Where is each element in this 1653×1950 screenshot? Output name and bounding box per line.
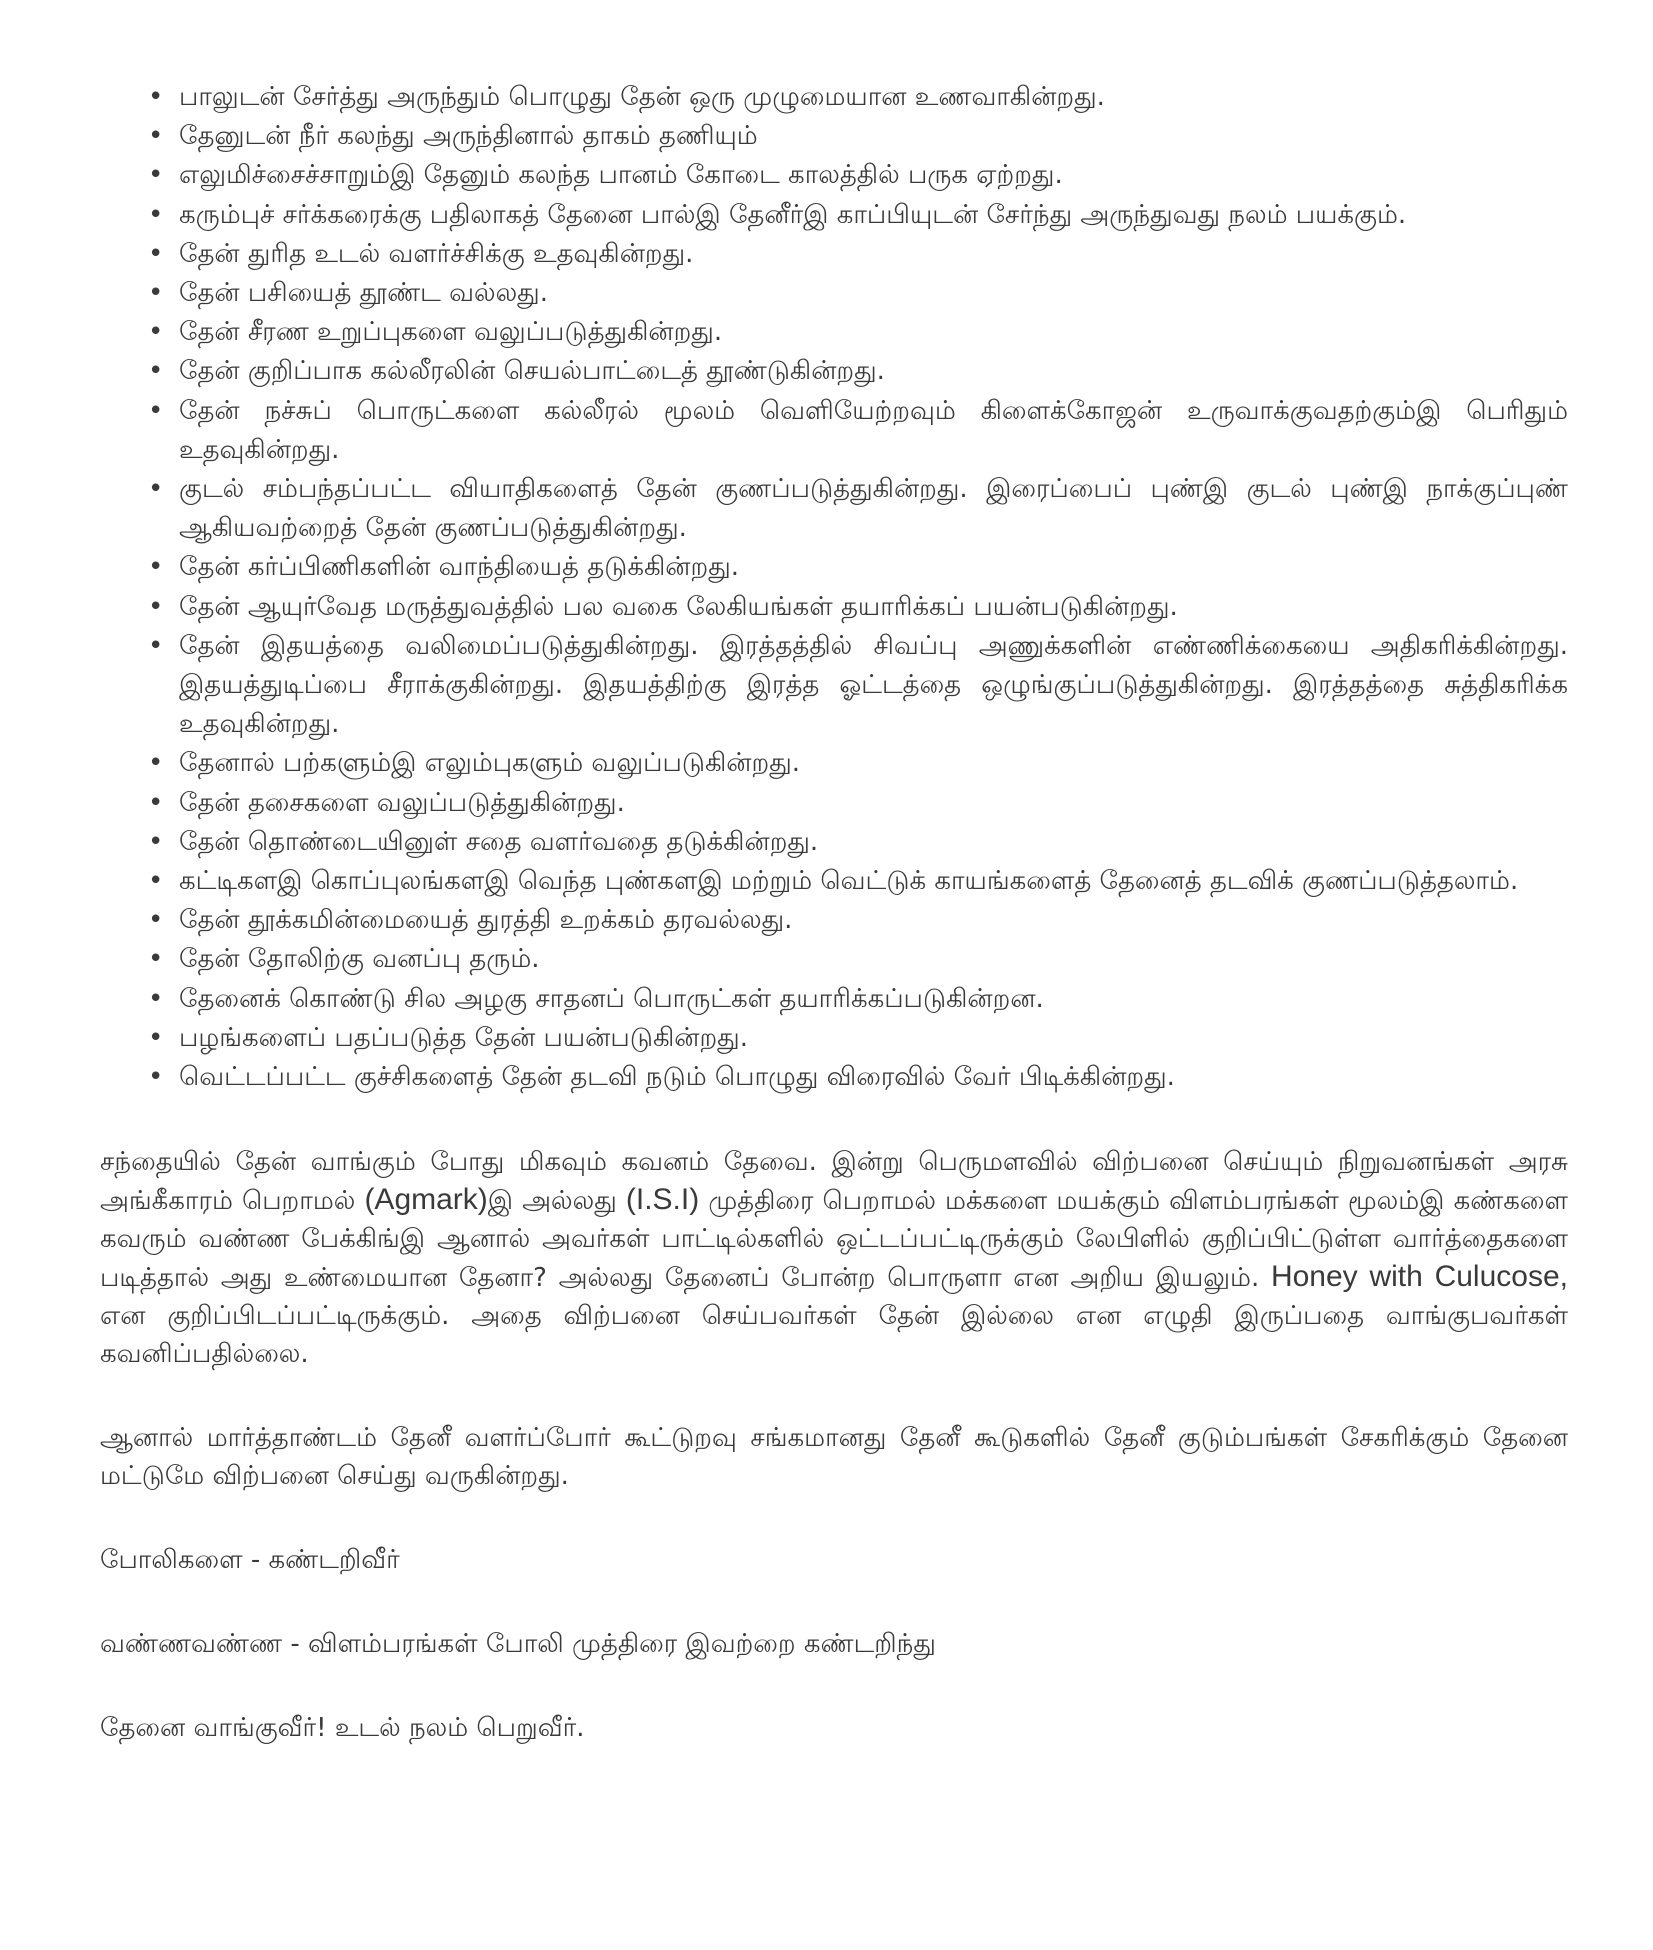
- bullet-icon: •: [148, 238, 164, 269]
- list-item: [100, 392, 1568, 470]
- benefits-list: [100, 78, 1568, 1097]
- list-item-text: வெட்டப்பட்ட குச்சிகளைத் தேன் தடவி நடும் பொழுது விரைவில் வேர் பிடிக்கின்றது.: [179, 1062, 1175, 1093]
- slogan-line: [100, 1709, 1568, 1747]
- list-item-text: தேனைக் கொண்டு சில அழகு சாதனப் பொருட்கள் தயாரிக்கப்படுகின்றன.: [179, 983, 1044, 1014]
- list-item-text: குடல் சம்பந்தப்பட்ட வியாதிகளைத் தேன் குணப்படுத்துகின்றது. இரைப்பைப் புண்இ குடல் புண்இ நாக்குப்புண் ஆகியவற்றைத் தேன் குணப்படுத்துகின்றது.: [179, 474, 1568, 544]
- list-item: [100, 1058, 1568, 1097]
- cooperative-paragraph: [100, 1419, 1568, 1495]
- bullet-icon: •: [148, 552, 164, 583]
- agmark-label: (Agmark): [364, 1183, 488, 1217]
- document-page: [100, 78, 1568, 1747]
- paragraph-text: இ அல்லது: [487, 1186, 626, 1217]
- bullet-icon: •: [148, 748, 164, 779]
- list-item: [100, 156, 1568, 195]
- bullet-icon: •: [148, 199, 164, 230]
- bullet-icon: •: [148, 395, 164, 426]
- slogan-text: தேனை வாங்குவீர்! உடல் நலம் பெறுவீர்.: [100, 1713, 585, 1744]
- bullet-icon: •: [148, 121, 164, 152]
- paragraph-text: முத்திரை பெறாமல் மக்களை மயக்கும் விளம்பரங்கள் மூலம்இ கண்களை கவரும் வண்ண பேக்கிங்இ ஆனால் அவர்கள் பாட்டில்களில் ஒட்டப்பட்டிருக்கும் லேபிளில் குறிப்பிட்டுள்ள வார்த்தைகளை படித்தால் அது உண்மையான தேனா? அல்லது தேனைப் போன்ற பொருளா என அறிய இயலும்.: [100, 1186, 1568, 1294]
- list-item-text: பழங்களைப் பதப்படுத்த தேன் பயன்படுகின்றது.: [179, 1022, 748, 1053]
- bullet-icon: •: [148, 474, 164, 505]
- list-item-text: தேன் கர்ப்பிணிகளின் வாந்தியைத் தடுக்கின்றது.: [179, 552, 740, 583]
- paragraph-text: ஆனால் மார்த்தாண்டம் தேனீ வளர்ப்போர் கூட்டுறவு சங்கமானது தேனீ கூடுகளில் தேனீ குடும்பங்கள் சேகரிக்கும் தேனை மட்டுமே விற்பனை செய்து வருகின்றது.: [100, 1423, 1568, 1492]
- bullet-icon: •: [148, 630, 164, 661]
- list-item-text: தேன் தோலிற்கு வனப்பு தரும்.: [179, 944, 540, 975]
- bullet-icon: •: [148, 356, 164, 387]
- list-item-text: கரும்புச் சர்க்கரைக்கு பதிலாகத் தேனை பால்இ தேனீர்இ காப்பியுடன் சேர்ந்து அருந்துவது நலம் பயக்கும்.: [179, 199, 1407, 230]
- list-item-text: தேனுடன் நீர் கலந்து அருந்தினால் தாகம் தணியும்: [179, 121, 758, 152]
- list-item-text: தேன் தசைகளை வலுப்படுத்துகின்றது.: [179, 787, 625, 818]
- list-item-text: தேன் சீரண உறுப்புகளை வலுப்படுத்துகின்றது.: [179, 317, 723, 348]
- list-item: [100, 744, 1568, 783]
- list-item: [100, 548, 1568, 587]
- bullet-icon: •: [148, 866, 164, 897]
- list-item: [100, 1019, 1568, 1058]
- list-item: [100, 588, 1568, 627]
- list-item: [100, 784, 1568, 823]
- bullet-icon: •: [148, 826, 164, 857]
- isi-label: (I.S.I): [625, 1183, 700, 1217]
- buying-caution-paragraph: [100, 1143, 1568, 1373]
- list-item: [100, 274, 1568, 313]
- list-item-text: தேன் நச்சுப் பொருட்களை கல்லீரல் மூலம் வெளியேற்றவும் கிளைக்கோஜன் உருவாக்குவதற்கும்இ பெரிதும் உதவுகின்றது.: [179, 395, 1568, 465]
- slogan-line: [100, 1625, 1568, 1663]
- list-item: [100, 980, 1568, 1019]
- list-item: [100, 901, 1568, 940]
- bullet-icon: •: [148, 944, 164, 975]
- bullet-icon: •: [148, 1062, 164, 1093]
- bullet-icon: •: [148, 905, 164, 936]
- bullet-icon: •: [148, 1022, 164, 1053]
- list-item-text: தேன் பசியைத் தூண்ட வல்லது.: [179, 278, 548, 309]
- paragraph-text: என குறிப்பிடப்பட்டிருக்கும். அதை விற்பனை செய்பவர்கள் தேன் இல்லை என எழுதி இருப்பதை வாங்குபவர்கள் கவனிப்பதில்லை.: [100, 1301, 1568, 1370]
- slogan-text: போலிகளை - கண்டறிவீர்: [100, 1545, 400, 1576]
- list-item-text: பாலுடன் சேர்த்து அருந்தும் பொழுது தேன் ஒரு முழுமையான உணவாகின்றது.: [179, 82, 1105, 112]
- list-item: [100, 352, 1568, 391]
- list-item: [100, 117, 1568, 156]
- list-item-text: தேன் குறிப்பாக கல்லீரலின் செயல்பாட்டைத் தூண்டுகின்றது.: [179, 356, 885, 387]
- list-item-text: தேனால் பற்களும்இ எலும்புகளும் வலுப்படுகின்றது.: [179, 748, 801, 779]
- list-item-text: தேன் ஆயுர்வேத மருத்துவத்தில் பல வகை லேகியங்கள் தயாரிக்கப் பயன்படுகின்றது.: [179, 591, 1178, 622]
- list-item-text: கட்டிகளஇ கொப்புலங்களஇ வெந்த புண்களஇ மற்றும் வெட்டுக் காயங்களைத் தேனைத் தடவிக் குணப்படுத்தலாம்.: [179, 866, 1519, 897]
- list-item: [100, 78, 1568, 117]
- list-item-text: தேன் தூக்கமின்மையைத் துரத்தி உறக்கம் தரவல்லது.: [179, 905, 793, 936]
- honey-label: Honey with Culucose,: [1270, 1260, 1568, 1294]
- paragraph-text: சந்தையில் தேன் வாங்கும் போது மிகவும் கவனம் தேவை. இன்று பெருமளவில் விற்பனை செய்யும் நிறுவனங்கள் அரசு அங்கீகாரம் பெறாமல்: [100, 1147, 1568, 1217]
- bullet-icon: •: [148, 317, 164, 348]
- list-item: [100, 470, 1568, 548]
- bullet-icon: •: [148, 278, 164, 309]
- list-item-text: தேன் தொண்டையினுள் சதை வளர்வதை தடுக்கின்றது.: [179, 826, 819, 857]
- list-item: [100, 627, 1568, 745]
- list-item-text: எலுமிச்சைச்சாறும்இ தேனும் கலந்த பானம் கோடை காலத்தில் பருக ஏற்றது.: [179, 160, 1063, 191]
- list-item: [100, 235, 1568, 274]
- bullet-icon: •: [148, 160, 164, 191]
- list-item-text: தேன் துரித உடல் வளர்ச்சிக்கு உதவுகின்றது.: [179, 238, 694, 269]
- list-item: [100, 823, 1568, 862]
- slogan-text: வண்ணவண்ண - விளம்பரங்கள் போலி முத்திரை இவற்றை கண்டறிந்து: [100, 1629, 936, 1660]
- bullet-icon: •: [148, 787, 164, 818]
- bullet-icon: •: [148, 983, 164, 1014]
- list-item: [100, 313, 1568, 352]
- list-item: [100, 862, 1568, 901]
- list-item: [100, 196, 1568, 235]
- list-item-text: தேன் இதயத்தை வலிமைப்படுத்துகின்றது. இரத்தத்தில் சிவப்பு அணுக்களின் எண்ணிக்கையை அதிகரிக்கின்றது. இதயத்துடிப்பை சீராக்குகின்றது. இதயத்திற்கு இரத்த ஓட்டத்தை ஒழுங்குப்படுத்துகின்றது. இரத்தத்தை சுத்திகரிக்க உதவுகின்றது.: [179, 630, 1568, 740]
- list-item: [100, 940, 1568, 979]
- slogan-line: [100, 1541, 1568, 1579]
- bullet-icon: •: [148, 591, 164, 622]
- bullet-icon: •: [148, 82, 164, 112]
